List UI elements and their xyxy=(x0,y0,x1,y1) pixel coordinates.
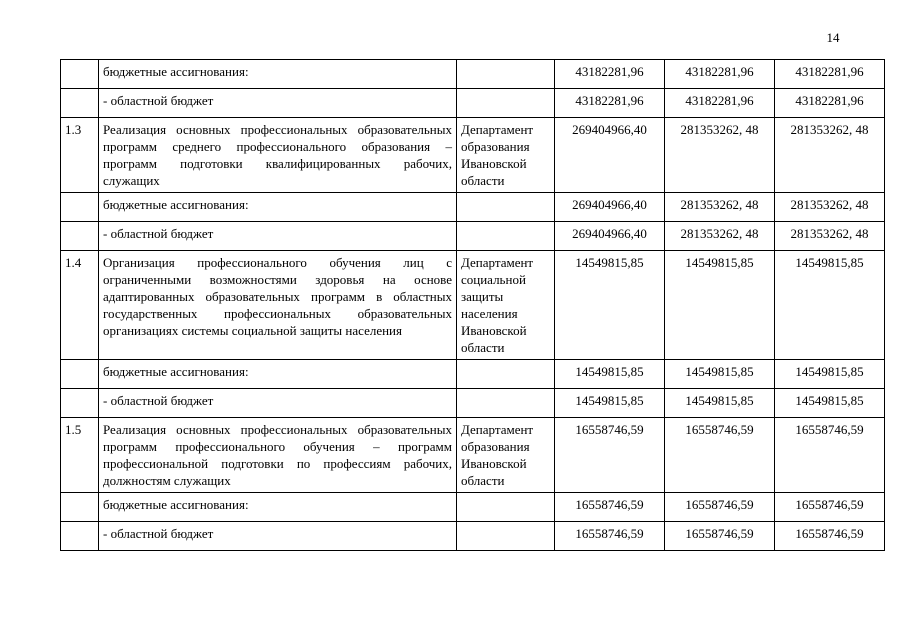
cell-value-1: 43182281,96 xyxy=(555,60,665,89)
table-row-funding xyxy=(61,89,885,118)
cell-organization: Департамент образования Ивановской области xyxy=(457,118,555,193)
cell-name: бюджетные ассигнования: xyxy=(99,493,457,522)
cell-name: Реализация основных профессиональных образовательных программ профессионального обучения – программ профессиональной подготовки по профессиям рабочих, должностям служащих xyxy=(99,418,457,493)
cell-value-1: 269404966,40 xyxy=(555,118,665,193)
cell-value-1: 14549815,85 xyxy=(555,360,665,389)
cell-value-2: 43182281,96 xyxy=(665,60,775,89)
cell-number xyxy=(61,60,99,89)
cell-organization: Департамент социальной защиты населения Ивановской области xyxy=(457,251,555,360)
cell-number: 1.5 xyxy=(61,418,99,493)
cell-value-3: 16558746,59 xyxy=(775,522,885,551)
cell-value-3: 16558746,59 xyxy=(775,418,885,493)
cell-number: 1.4 xyxy=(61,251,99,360)
cell-name: - областной бюджет xyxy=(99,389,457,418)
cell-organization xyxy=(457,360,555,389)
cell-value-1: 16558746,59 xyxy=(555,493,665,522)
cell-value-2: 14549815,85 xyxy=(665,389,775,418)
cell-value-1: 14549815,85 xyxy=(555,389,665,418)
cell-number xyxy=(61,89,99,118)
cell-number xyxy=(61,360,99,389)
cell-organization xyxy=(457,222,555,251)
cell-value-3: 14549815,85 xyxy=(775,251,885,360)
cell-value-2: 16558746,59 xyxy=(665,493,775,522)
cell-value-2: 43182281,96 xyxy=(665,89,775,118)
cell-value-2: 16558746,59 xyxy=(665,418,775,493)
table-row-activity xyxy=(61,118,885,193)
cell-number xyxy=(61,389,99,418)
cell-organization xyxy=(457,60,555,89)
cell-value-1: 43182281,96 xyxy=(555,89,665,118)
table-row-funding xyxy=(61,389,885,418)
cell-organization xyxy=(457,493,555,522)
cell-value-3: 281353262, 48 xyxy=(775,222,885,251)
cell-value-2: 16558746,59 xyxy=(665,522,775,551)
cell-value-1: 14549815,85 xyxy=(555,251,665,360)
cell-name: - областной бюджет xyxy=(99,522,457,551)
table-row-funding xyxy=(61,193,885,222)
cell-value-3: 16558746,59 xyxy=(775,493,885,522)
cell-organization xyxy=(457,522,555,551)
cell-value-3: 43182281,96 xyxy=(775,60,885,89)
cell-value-3: 43182281,96 xyxy=(775,89,885,118)
cell-value-1: 16558746,59 xyxy=(555,522,665,551)
cell-value-2: 281353262, 48 xyxy=(665,118,775,193)
table-row-activity xyxy=(61,251,885,360)
cell-number: 1.3 xyxy=(61,118,99,193)
cell-value-2: 14549815,85 xyxy=(665,251,775,360)
cell-organization xyxy=(457,193,555,222)
cell-number xyxy=(61,522,99,551)
cell-name: бюджетные ассигнования: xyxy=(99,193,457,222)
cell-value-2: 281353262, 48 xyxy=(665,222,775,251)
cell-name: Реализация основных профессиональных образовательных программ среднего профессионального образования – программ подготовки квалифицированных рабочих, служащих xyxy=(99,118,457,193)
cell-number xyxy=(61,193,99,222)
cell-value-1: 269404966,40 xyxy=(555,222,665,251)
cell-organization xyxy=(457,389,555,418)
table-row-activity xyxy=(61,418,885,493)
cell-organization xyxy=(457,89,555,118)
page-number: 14 xyxy=(826,30,840,45)
cell-value-3: 281353262, 48 xyxy=(775,193,885,222)
cell-name: Организация профессионального обучения лиц с ограниченными возможностями здоровья на основе адаптированных образовательных программ в областных государственных профессиональных образовательных организациях системы социальной защиты населения xyxy=(99,251,457,360)
cell-value-2: 14549815,85 xyxy=(665,360,775,389)
cell-value-1: 16558746,59 xyxy=(555,418,665,493)
cell-value-3: 281353262, 48 xyxy=(775,118,885,193)
cell-value-1: 269404966,40 xyxy=(555,193,665,222)
cell-number xyxy=(61,493,99,522)
cell-name: бюджетные ассигнования: xyxy=(99,360,457,389)
cell-value-2: 281353262, 48 xyxy=(665,193,775,222)
table-row-funding xyxy=(61,222,885,251)
cell-value-3: 14549815,85 xyxy=(775,360,885,389)
cell-name: бюджетные ассигнования: xyxy=(99,60,457,89)
table-row-funding xyxy=(61,493,885,522)
cell-organization: Департамент образования Ивановской области xyxy=(457,418,555,493)
cell-name: - областной бюджет xyxy=(99,222,457,251)
cell-value-3: 14549815,85 xyxy=(775,389,885,418)
table-row-funding xyxy=(61,360,885,389)
cell-name: - областной бюджет xyxy=(99,89,457,118)
table-row-funding xyxy=(61,522,885,551)
table-row-funding xyxy=(61,60,885,89)
budget-table xyxy=(60,59,885,551)
cell-number xyxy=(61,222,99,251)
